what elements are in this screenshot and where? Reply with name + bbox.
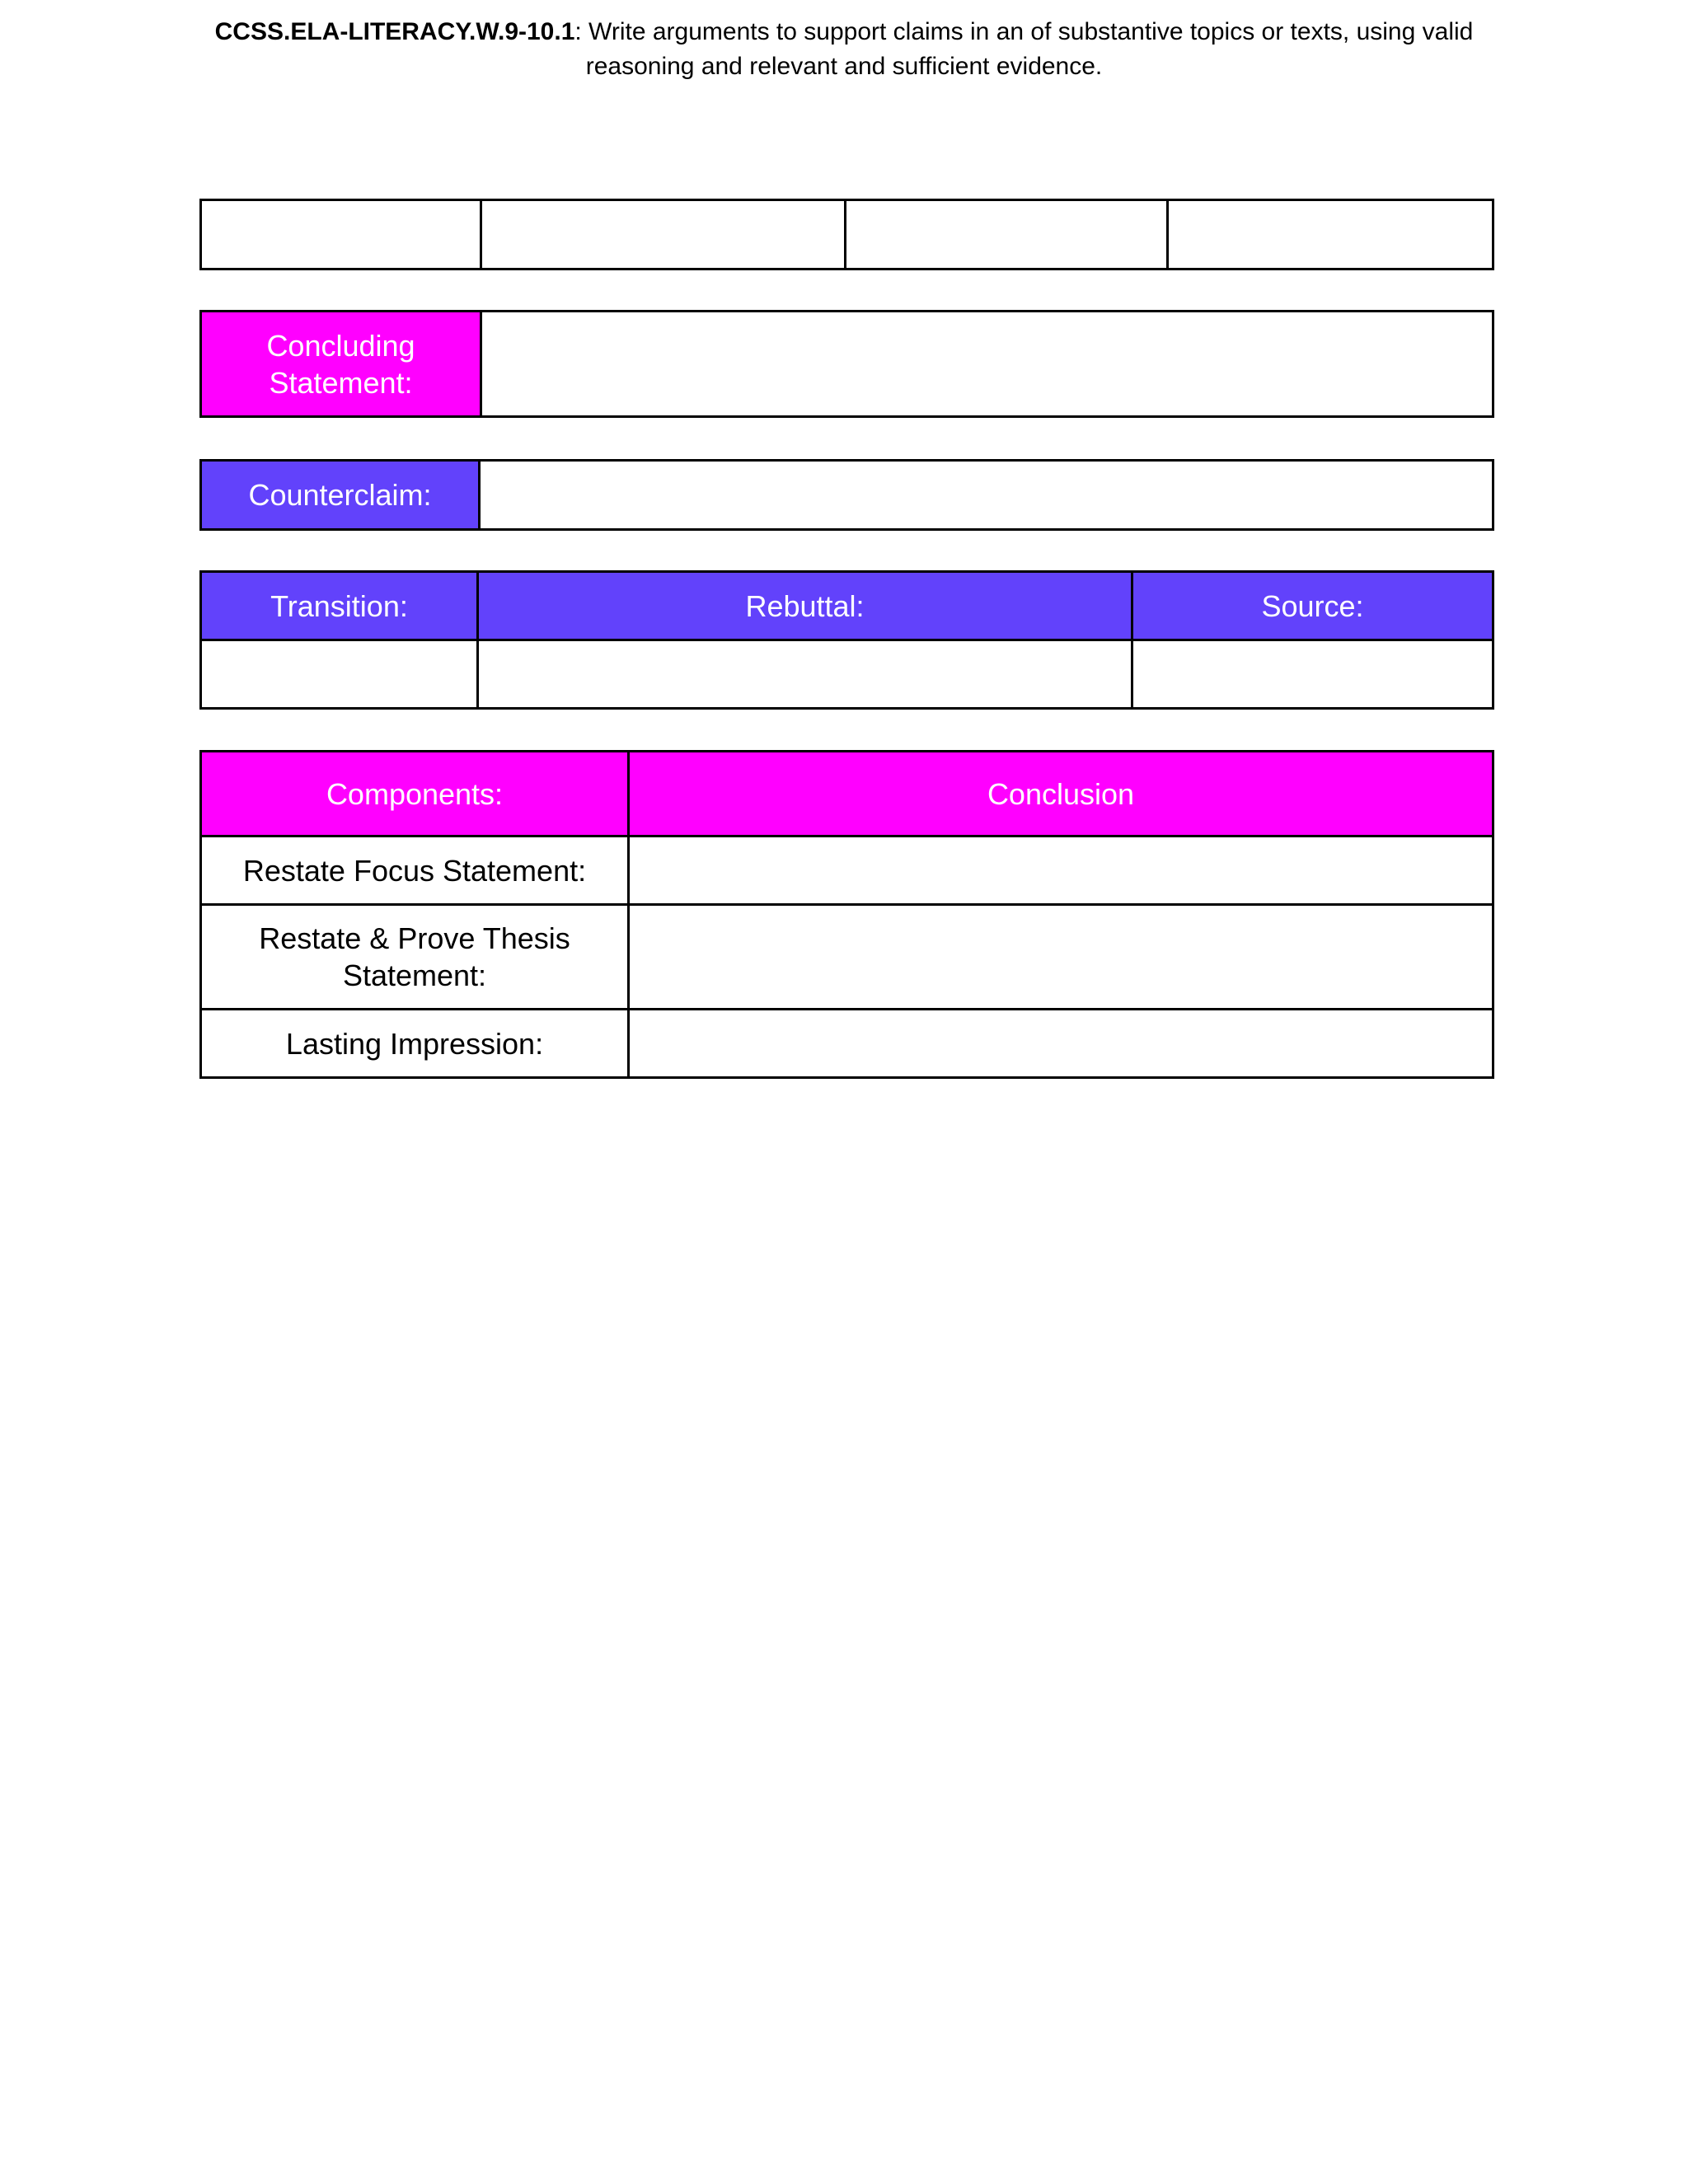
concluding-statement-input[interactable] (481, 312, 1493, 417)
counterclaim-table (199, 459, 1494, 531)
lasting-impression-input[interactable] (629, 1010, 1493, 1078)
blank-cell[interactable] (481, 200, 846, 269)
standard-text (198, 15, 1490, 84)
lasting-impression-label: Lasting Impression: (201, 1010, 629, 1078)
rebuttal-header: Rebuttal: (478, 572, 1132, 640)
counterclaim-label: Counterclaim: (201, 461, 480, 530)
restate-thesis-label: Restate & Prove Thesis Statement: (201, 905, 629, 1010)
restate-thesis-input[interactable] (629, 905, 1493, 1010)
transition-input[interactable] (201, 640, 478, 709)
concluding-statement-table (199, 310, 1494, 418)
standard-description: : Write arguments to support claims in an of substantive topics or texts, using valid reasoning and relevant and sufficient evidence. (574, 18, 1474, 80)
standard-code: CCSS.ELA-LITERACY.W.9-10.1 (214, 18, 575, 45)
blank-four-column-table (199, 199, 1494, 270)
concluding-statement-label: Concluding Statement: (201, 312, 481, 417)
conclusion-header: Conclusion (629, 752, 1493, 837)
components-header: Components: (201, 752, 629, 837)
blank-cell[interactable] (201, 200, 481, 269)
source-header: Source: (1132, 572, 1493, 640)
restate-focus-input[interactable] (629, 837, 1493, 905)
blank-cell[interactable] (1168, 200, 1493, 269)
rebuttal-input[interactable] (478, 640, 1132, 709)
blank-cell[interactable] (846, 200, 1168, 269)
transition-header: Transition: (201, 572, 478, 640)
source-input[interactable] (1132, 640, 1493, 709)
conclusion-table (199, 750, 1494, 1079)
counterclaim-input[interactable] (480, 461, 1493, 530)
rebuttal-table (199, 570, 1494, 710)
restate-focus-label: Restate Focus Statement: (201, 837, 629, 905)
